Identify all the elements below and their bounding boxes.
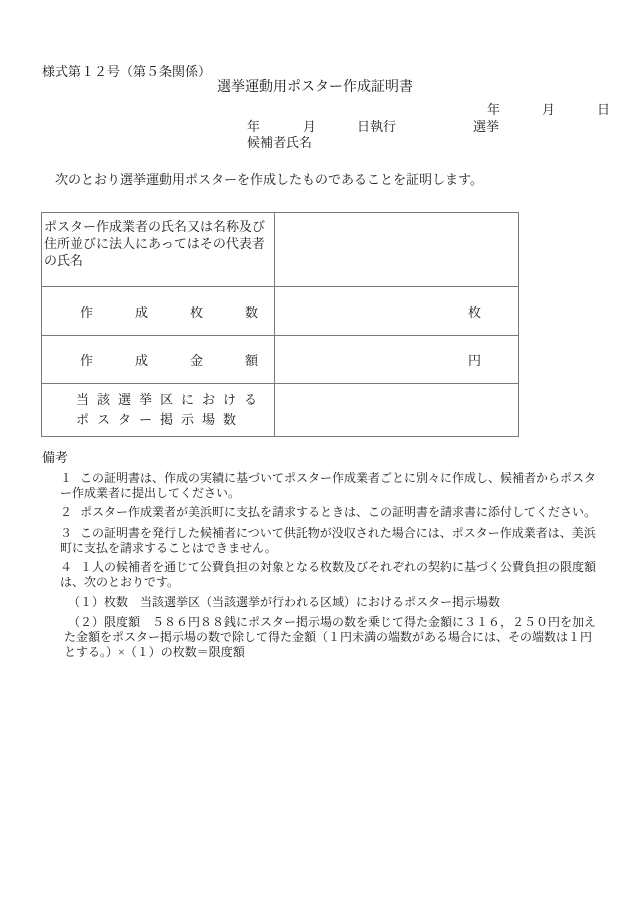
remark-1-line2: ー作成業者に提出してください。 (60, 486, 241, 500)
maker-name-label-cell (42, 213, 275, 287)
remark-2-line1: ポスター作成業者が美浜町に支払を請求するときは、この証明書を請求書に添付してください。 (80, 505, 597, 519)
table-row-amount (42, 336, 519, 384)
amount-label-cell (42, 336, 301, 384)
remark-2-number: ２ (60, 505, 73, 519)
poster-sites-value-cell (275, 384, 519, 437)
election-month-label: 月 (303, 119, 317, 134)
remarks-section (42, 449, 622, 660)
candidate-name-label: 候補者氏名 (247, 135, 313, 150)
issue-month-label: 月 (541, 102, 555, 117)
remark-subitem-1 (42, 595, 622, 610)
maker-label-line3: の氏名 (44, 253, 84, 268)
remark-sub2-line2: た金額をポスター掲示場の数で除して得た金額（１円未満の端数がある場合には、その端数は１円 (64, 630, 593, 644)
remark-3-line1: この証明書を発行した候補者について供託物が没収された場合には、ポスター作成業者は、美浜 (80, 526, 596, 540)
remark-item-3 (42, 526, 622, 556)
poster-count-label-cell (42, 287, 301, 336)
election-label: 選挙 (473, 119, 500, 134)
form-number: 様式第１２号（第５条関係） (42, 64, 212, 79)
remark-sub2-line1: （２）限度額 ５８６円８８銭にポスター掲示場の数を乗じて得た金額に３１６，２５０円を加え (68, 615, 597, 629)
poster-count-label: 作成枚数 (80, 304, 301, 320)
issue-date-line (487, 101, 610, 119)
issue-day-label: 日 (596, 102, 610, 117)
remark-item-2 (42, 505, 622, 520)
poster-sites-label-line2: ポスター掲示場数 (76, 412, 245, 427)
election-day-executed-label: 日執行 (357, 119, 397, 134)
certification-statement: 次のとおり選挙運動用ポスターを作成したものであることを証明します。 (55, 172, 483, 187)
maker-label-line2: 住所並びに法人にあってはその代表者 (44, 236, 265, 251)
remark-4-line2: は、次のとおりです。 (60, 575, 180, 589)
remark-4-line1: １人の候補者を通じて公費負担の対象となる枚数及びそれぞれの契約に基づく公費負担の限度額 (80, 560, 597, 574)
remark-item-4 (42, 560, 622, 590)
remark-subitem-2 (42, 615, 622, 660)
table-row-poster-count (42, 287, 519, 336)
remark-4-number: ４ (60, 560, 73, 574)
remark-3-number: ３ (60, 526, 73, 540)
remark-1-line1: この証明書は、作成の実績に基づいてポスター作成業者ごとに別々に作成し、候補者からポスタ (80, 471, 597, 485)
maker-label-line1: ポスター作成業者の氏名又は名称及び (44, 219, 266, 234)
remarks-heading: 備考 (42, 450, 69, 465)
remark-item-1 (42, 471, 622, 501)
certificate-table (41, 212, 519, 437)
amount-unit-label: 円 (467, 353, 481, 368)
amount-label: 作成金額 (80, 353, 301, 368)
amount-value-cell (275, 336, 519, 384)
table-row-maker (42, 213, 519, 287)
maker-name-value-cell (275, 213, 519, 287)
poster-count-value-cell (275, 287, 519, 336)
page-title: 選挙運動用ポスター作成証明書 (217, 80, 413, 95)
issue-year-label: 年 (487, 102, 501, 117)
election-year-label: 年 (247, 119, 261, 134)
table-row-poster-sites (42, 384, 519, 437)
remark-sub1-line1: （１）枚数 当該選挙区（当該選挙が行われる区域）におけるポスター掲示場数 (68, 595, 501, 609)
poster-sites-label-line1: 当該選挙区における (76, 392, 266, 407)
poster-sites-label-cell (42, 384, 275, 437)
poster-count-unit-label: 枚 (467, 304, 481, 320)
remark-sub2-line3: とする。）×（１）の枚数＝限度額 (64, 645, 245, 659)
remark-1-number: １ (60, 471, 73, 485)
remark-3-line2: 町に支払を請求することはできません。 (60, 541, 277, 555)
